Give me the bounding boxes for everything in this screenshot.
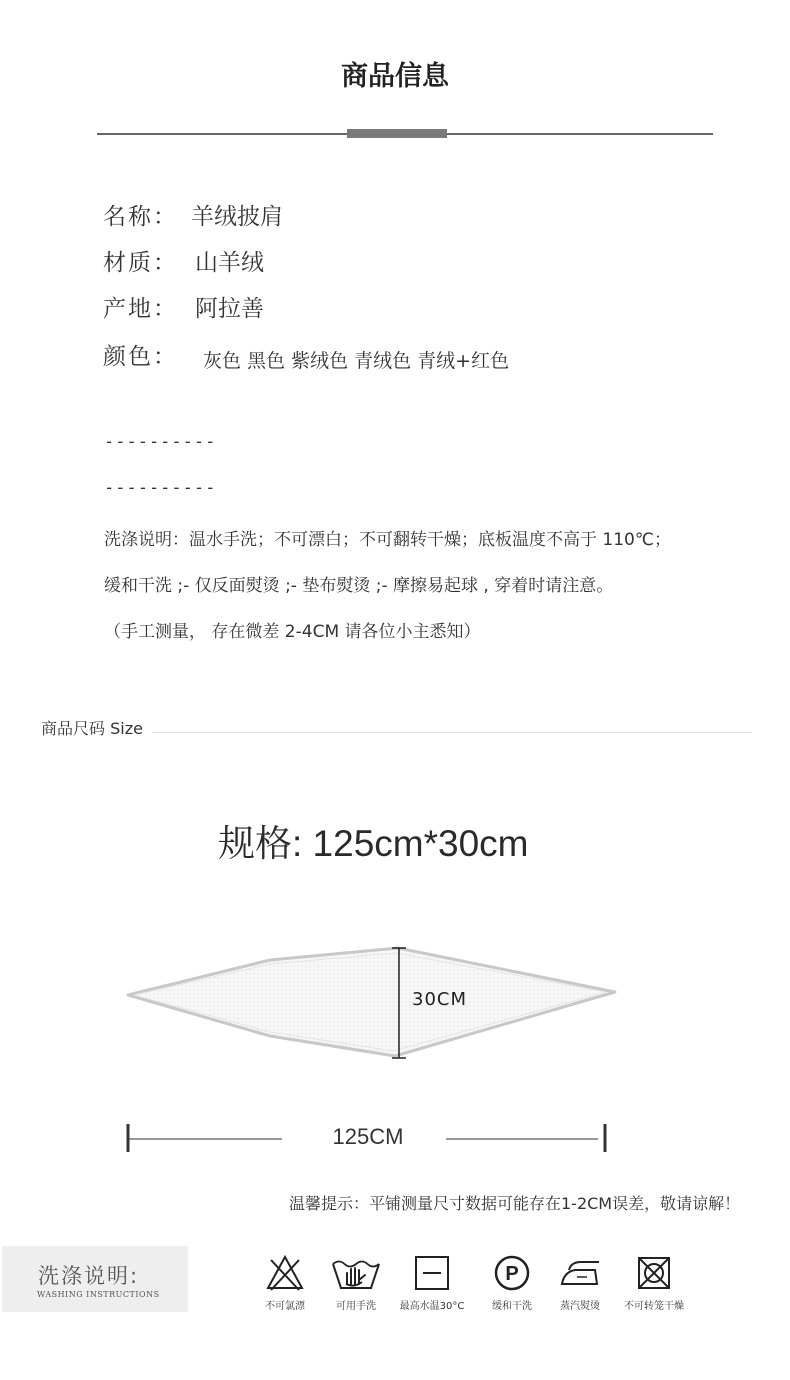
info-value-material: 山羊绒 [195, 250, 264, 276]
info-label-color: 颜色： [103, 344, 178, 370]
care-symbol [540, 1254, 620, 1312]
info-row-name [103, 198, 283, 231]
page-title: 商品信息 [341, 61, 449, 92]
size-section-heading: 商品尺码 Size [41, 719, 143, 738]
title-divider-accent [347, 129, 447, 138]
info-label-material: 材质： [103, 250, 178, 276]
measurement-note: （手工测量， 存在微差 2-4CM 请各位小主悉知） [104, 622, 481, 642]
care-caption: 缓和干洗 [492, 1301, 532, 1312]
care-symbol [316, 1254, 396, 1312]
steam-iron-icon [557, 1254, 603, 1292]
dashed-divider: ---------- [104, 478, 217, 498]
hand-wash-icon [330, 1254, 382, 1292]
care-caption: 蒸汽熨烫 [560, 1301, 600, 1312]
info-value-color: 灰色 黑色 紫绒色 青绒色 青绒+红色 [203, 350, 510, 372]
care-text-line: 洗涤说明：温水手洗；不可漂白；不可翻转干燥；底板温度不高于 110℃； [104, 530, 671, 550]
care-caption: 不可氯漂 [265, 1301, 305, 1312]
care-symbol [245, 1254, 325, 1312]
svg-text:P: P [505, 1263, 519, 1285]
info-value-name: 羊绒披肩 [191, 204, 283, 230]
size-spec: 规格: 125cm*30cm [218, 823, 529, 864]
care-text-line: 缓和干洗 ;- 仅反面熨烫 ;- 垫布熨烫 ;- 摩擦易起球 , 穿着时请注意。 [104, 576, 614, 596]
no-bleach-icon [265, 1254, 305, 1292]
care-caption: 可用手洗 [336, 1301, 376, 1312]
dry-clean-p-icon [492, 1254, 532, 1292]
care-symbol [392, 1254, 472, 1312]
measurement-tip: 温馨提示：平铺测量尺寸数据可能存在1-2CM误差，敬请谅解！ [289, 1194, 741, 1213]
shawl-outline-illustration [120, 940, 620, 1065]
info-row-origin [103, 290, 264, 323]
height-dimension-label: 30CM [412, 989, 468, 1010]
info-row-material [103, 244, 264, 277]
width-dimension-label: 125CM [332, 1124, 404, 1149]
info-value-origin: 阿拉善 [195, 296, 264, 322]
max-water-temp-icon [413, 1254, 451, 1292]
care-caption: 不可转笼干燥 [624, 1301, 684, 1312]
washing-title: 洗涤说明: [38, 1264, 140, 1288]
size-section-divider [152, 732, 752, 733]
dashed-divider: ---------- [104, 432, 217, 452]
care-symbol [614, 1254, 694, 1312]
washing-subtitle: WASHING INSTRUCTIONS [37, 1290, 160, 1299]
info-row-color [103, 338, 509, 371]
no-tumble-dry-icon [635, 1254, 673, 1292]
info-label-origin: 产地： [103, 296, 178, 322]
care-caption: 最高水温30°C [399, 1301, 465, 1312]
info-label-name: 名称： [103, 204, 178, 230]
